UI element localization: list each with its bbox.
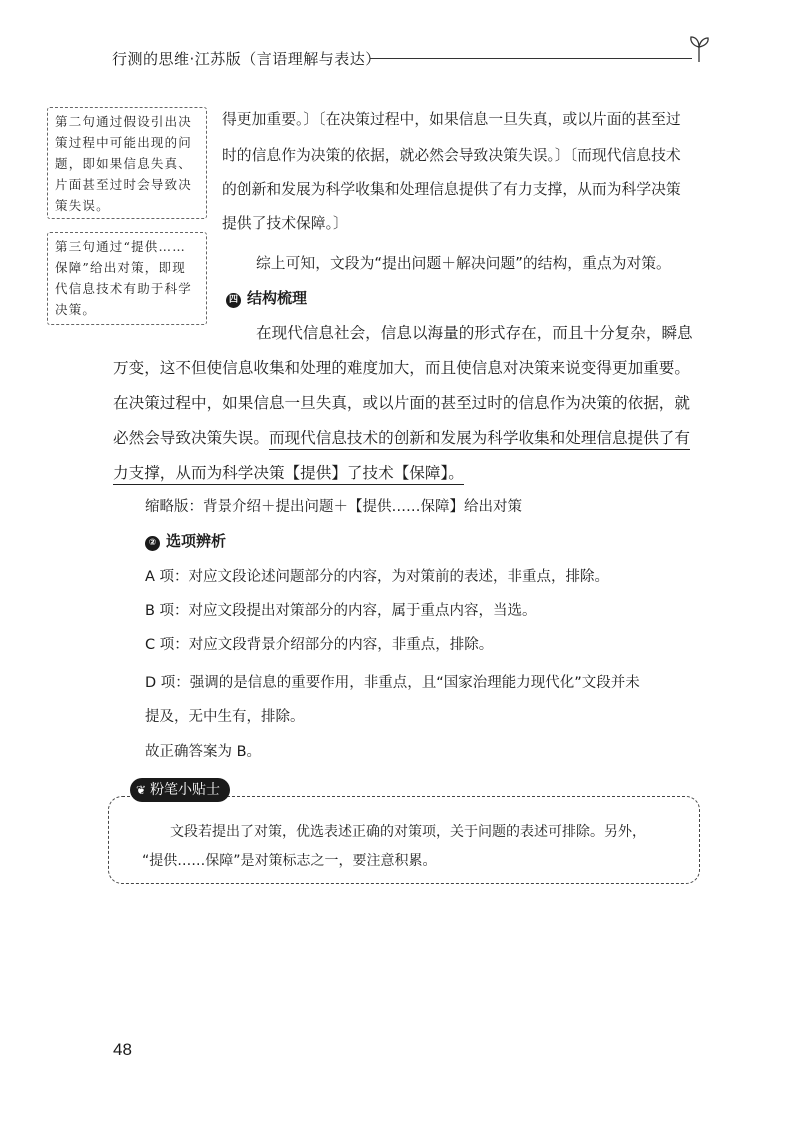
para-line: 得更加重要。〕〔在决策过程中，如果信息一旦失真，或以片面的甚至过	[222, 111, 681, 128]
header-rule	[370, 58, 692, 59]
side-note-solution	[47, 232, 207, 325]
option-c: C 项：对应文段背景介绍部分的内容，非重点，排除。	[145, 637, 494, 653]
section-number-icon: 四	[226, 293, 241, 308]
para-line: 时的信息作为决策的依据，就必然会导致决策失误。〕〔而现代信息技术	[222, 147, 681, 164]
option-a: A 项：对应文段论述问题部分的内容，为对策前的表述，非重点，排除。	[145, 569, 610, 585]
para-line: 的创新和发展为科学收集和处理信息提供了有力支撑，从而为科学决策	[222, 181, 681, 198]
structure-line-mixed	[113, 428, 690, 448]
sprout-icon	[684, 34, 714, 64]
structure-line: 在现代信息社会，信息以海量的形式存在，而且十分复杂，瞬息	[256, 324, 693, 342]
section-title: 结构梳理	[247, 289, 308, 307]
header-title: 行测的思维·江苏版（言语理解与表达）	[112, 50, 381, 68]
para-line: 提供了技术保障。〕	[222, 215, 348, 232]
options-heading	[145, 531, 226, 551]
note-line: 片面甚至过时会导致决	[55, 177, 193, 192]
section-number-icon: ②	[145, 536, 160, 551]
summary-text: 综上可知，文段为“提出问题＋解决问题”的结构，重点为对策。	[256, 255, 671, 272]
answer-text: 故正确答案为 B。	[145, 744, 262, 760]
underlined-solution: 而现代信息技术的创新和发展为科学收集和处理信息提供了有	[269, 429, 690, 450]
section-title: 选项辨析	[166, 532, 227, 550]
tip-label-text: 粉笔小贴士	[150, 782, 221, 798]
note-line: 策失误。	[55, 198, 110, 213]
note-line: 代信息技术有助于科学	[55, 281, 193, 296]
note-line: 题，即如果信息失真、	[55, 156, 193, 171]
structure-heading	[226, 288, 307, 308]
option-d: D 项：强调的是信息的重要作用，非重点，且“国家治理能力现代化”文段并未	[145, 675, 640, 691]
note-line: 保障”给出对策，即现	[55, 260, 186, 275]
note-line: 第二句通过假设引出决	[55, 114, 193, 129]
note-line: 第三句通过“提供……	[55, 239, 186, 254]
running-header	[112, 42, 712, 72]
page-number: 48	[113, 1040, 132, 1059]
note-line: 决策。	[55, 302, 97, 317]
structure-text: 必然会导致决策失误。	[113, 429, 269, 447]
side-note-question	[47, 107, 207, 219]
structure-line: 万变，这不但使信息收集和处理的难度加大，而且使信息对决策来说变得更加重要。	[113, 359, 690, 377]
tip-label	[130, 778, 230, 802]
option-d-cont: 提及，无中生有，排除。	[145, 709, 305, 725]
sprout-icon: ❦	[136, 783, 147, 797]
option-b: B 项：对应文段提出对策部分的内容，属于重点内容，当选。	[145, 603, 537, 619]
structure-line: 在决策过程中，如果信息一旦失真，或以片面的甚至过时的信息作为决策的依据，就	[113, 394, 690, 412]
tip-line: “提供……保障”是对策标志之一，要注意积累。	[142, 853, 437, 869]
underlined-solution: 力支撑，从而为科学决策【提供】了技术【保障】。	[113, 464, 464, 485]
tip-line: 文段若提出了对策，优选表述正确的对策项，关于问题的表述可排除。另外，	[170, 824, 646, 840]
note-line: 策过程中可能出现的问	[55, 135, 193, 150]
abbrev-version: 缩略版：背景介绍＋提出问题＋【提供……保障】给出对策	[145, 499, 522, 515]
structure-line	[113, 463, 464, 483]
